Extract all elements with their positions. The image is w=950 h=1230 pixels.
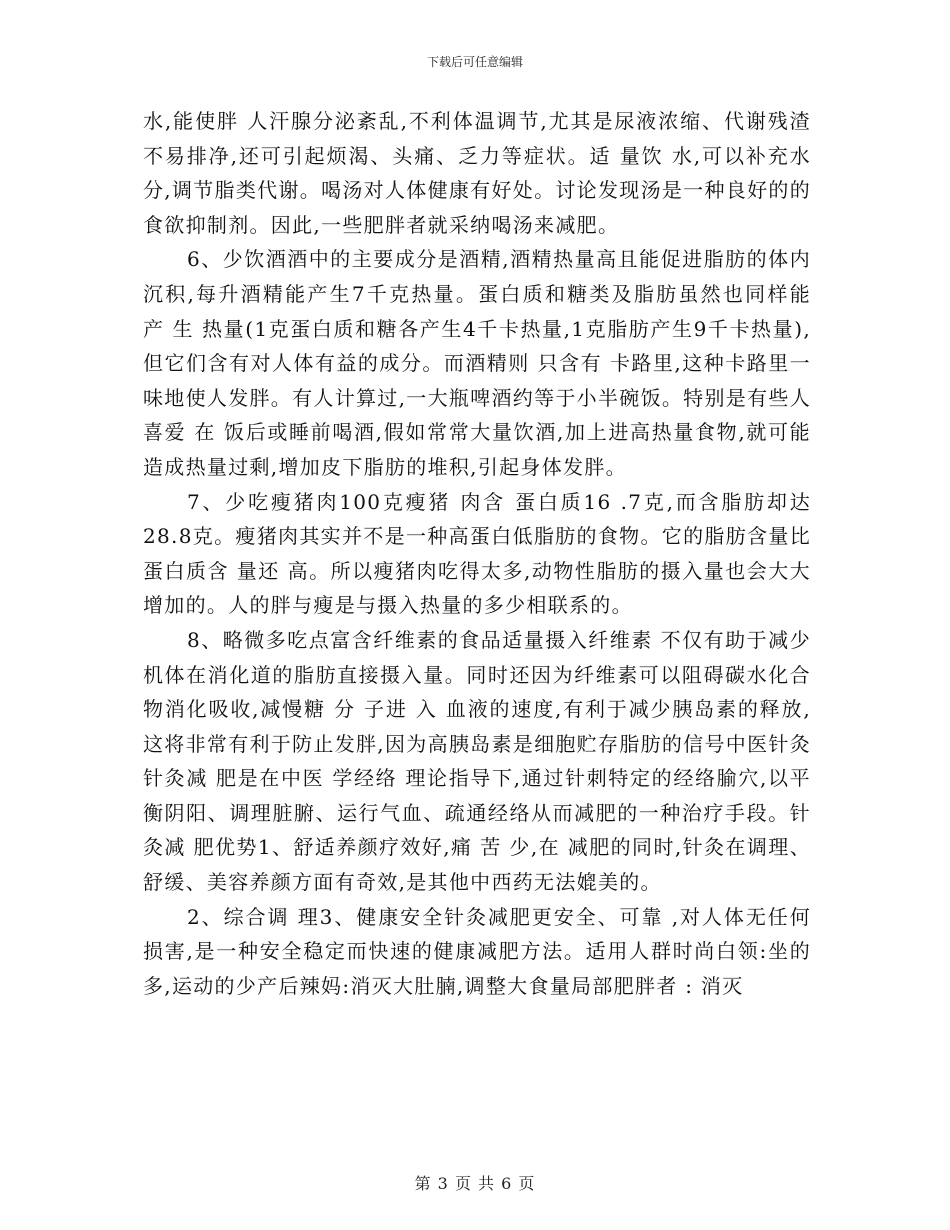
paragraph-fiber-acupuncture: 8、略微多吃点富含纤维素的食品适量摄入纤维素 不仅有助于减少 机体在消化道的脂肪直接摄入量。同时还因为纤维素可以阻碍碳水化合物消化吸收,减慢糖 分 子进 入 血液的速度,有利于减少胰岛素的释放,这将非常有利于防止发胖,因为高胰岛素是细胞贮存脂肪的信号中医针灸针灸减 肥是在中医 学经络 理论指导下,通过针刺特定的经络腧穴,以平衡阴阳、调理脏腑、运行气血、疏通经络从而减肥的一种治疗手段。针灸减 肥优势1、舒适养颜疗效好,痛 苦 少,在 减肥的同时,针灸在调理、舒缓、美容养颜方面有奇效,是其他中西药无法媲美的。 — [143, 627, 811, 895]
page-header: 下载后可任意编辑 — [426, 55, 523, 69]
page-footer: 第 3 页 共 6 页 — [414, 1174, 536, 1193]
document-body — [143, 104, 811, 1003]
paragraph-lean-pork: 7、少吃瘦猪肉100克瘦猪 肉含 蛋白质16 .7克,而含脂肪却达28.8克。瘦猪肉其实并不是一种高蛋白低脂肪的食物。它的脂肪含量比蛋白质含 量还 高。所以瘦猪肉吃得太多,动物性脂肪的摄入量也会大大增加的。人的胖与瘦是与摄入热量的多少相联系的。 — [143, 489, 811, 618]
paragraph-alcohol: 6、少饮酒酒中的主要成分是酒精,酒精热量高且能促进脂肪的体内沉积,每升酒精能产生7千克热量。蛋白质和糖类及脂肪虽然也同样能 产 生 热量(1克蛋白质和糖各产生4千卡热量,1克脂肪产生9千卡热量),但它们含有对人体有益的成分。而酒精则 只含有 卡路里,这种卡路里一味地使人发胖。有人计算过,一大瓶啤酒约等于小半碗饭。特别是有些人喜爱 在 饭后或睡前喝酒,假如常常大量饮酒,加上进高热量食物,就可能造成热量过剩,增加皮下脂肪的堆积,引起身体发胖。 — [143, 247, 811, 479]
paragraph-acupuncture-advantages: 2、综合调 理3、健康安全针灸减肥更安全、可靠 ,对人体无任何损害,是一种安全稳定而快速的健康减肥方法。适用人群时尚白领:坐的 多,运动的少产后辣妈:消灭大肚腩,调整大食量局部肥胖者 : 消灭 — [143, 904, 811, 998]
paragraph-water-continued: 水,能使胖 人汗腺分泌紊乱,不利体温调节,尤其是尿液浓缩、代谢残渣不易排净,还可引起烦渴、头痛、乏力等症状。适 量饮 水,可以补充水分,调节脂类代谢。喝汤对人体健康有好处。讨论发现汤是一种良好的的食欲抑制剂。因此,一些肥胖者就采纳喝汤来减肥。 — [143, 109, 811, 237]
